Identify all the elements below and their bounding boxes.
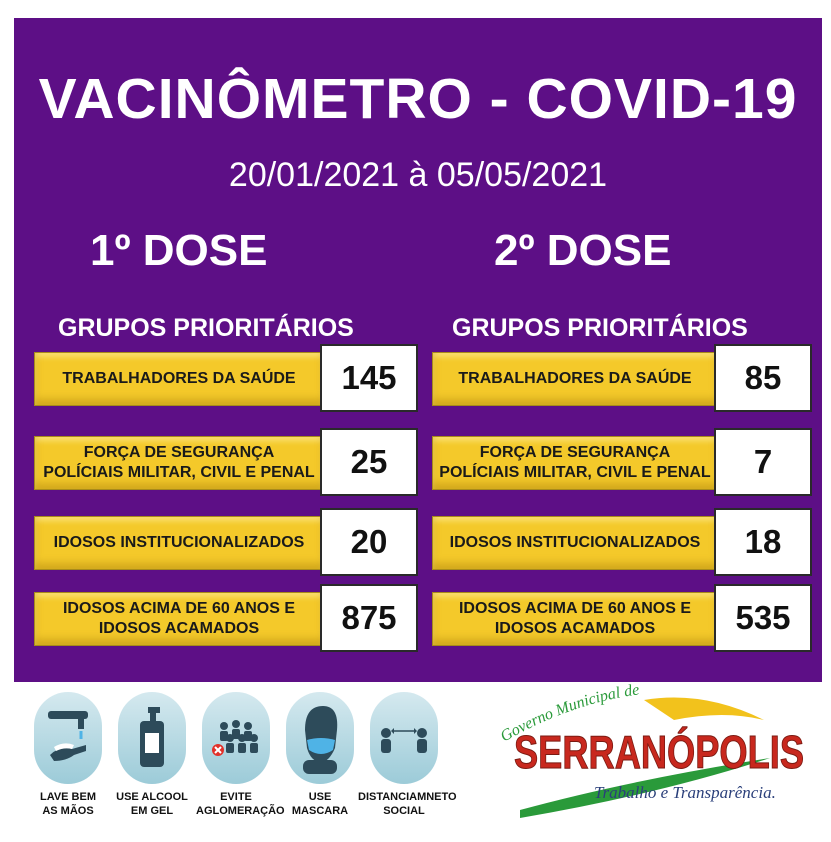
distancing-icon	[370, 692, 438, 784]
dose-2-row-institutionalized	[432, 508, 812, 578]
row-value: 145	[320, 344, 418, 412]
row-label: TRABALHADORES DA SAÚDE	[432, 352, 718, 406]
dose-1-title: 1º DOSE	[90, 226, 268, 275]
tip-label: DISTANCIAMNETO SOCIAL	[358, 791, 457, 817]
tip-alcohol-gel	[112, 692, 192, 818]
dose-2-row-security	[432, 428, 812, 498]
row-value: 25	[320, 428, 418, 496]
footer	[14, 682, 822, 832]
dose-1-groups-title: GRUPOS PRIORITÁRIOS	[58, 314, 354, 342]
tip-label: USE ALCOOL EM GEL	[116, 791, 188, 817]
crowd-icon	[202, 692, 270, 784]
dose-1-row-health	[34, 344, 420, 414]
vaccine-panel	[14, 18, 822, 682]
logo-top-text: Governo Municipal de	[497, 682, 641, 746]
tip-use-mask	[280, 692, 360, 818]
row-value: 7	[714, 428, 812, 496]
row-label: TRABALHADORES DA SAÚDE	[34, 352, 324, 406]
logo-name: SERRANÓPOLIS	[514, 726, 804, 778]
alcohol-gel-icon	[118, 692, 186, 784]
tip-label: EVITE AGLOMERAÇÃO	[196, 791, 285, 817]
mask-icon	[286, 692, 354, 784]
row-label: FORÇA DE SEGURANÇA POLÍCIAIS MILITAR, CIVIL E PENAL	[432, 436, 718, 490]
row-label: IDOSOS INSTITUCIONALIZADOS	[34, 516, 324, 570]
dose-1-row-security	[34, 428, 420, 498]
dose-2-title: 2º DOSE	[494, 226, 672, 275]
dose-1-row-elderly	[34, 584, 420, 654]
page-title: VACINÔMETRO - COVID-19	[38, 67, 798, 131]
row-value: 875	[320, 584, 418, 652]
row-label: IDOSOS ACIMA DE 60 ANOS E IDOSOS ACAMADOS	[432, 592, 718, 646]
tip-label: LAVE BEM AS MÃOS	[39, 791, 97, 817]
dose-2-row-health	[432, 344, 812, 414]
row-label: IDOSOS ACIMA DE 60 ANOS E IDOSOS ACAMADOS	[34, 592, 324, 646]
dose-2-row-elderly	[432, 584, 812, 654]
row-value: 535	[714, 584, 812, 652]
logo-slogan: Trabalho e Transparência.	[594, 783, 776, 802]
tip-avoid-crowd	[196, 692, 285, 818]
row-value: 18	[714, 508, 812, 576]
serranopolis-logo	[484, 682, 814, 822]
row-label: FORÇA DE SEGURANÇA POLÍCIAIS MILITAR, CIVIL E PENAL	[34, 436, 324, 490]
tip-distancing	[358, 692, 457, 818]
row-value: 20	[320, 508, 418, 576]
tip-hand-wash	[28, 692, 108, 818]
tip-label: USE MASCARA	[291, 791, 349, 817]
hand-wash-icon	[34, 692, 102, 784]
dose-1-row-institutionalized	[34, 508, 420, 578]
dose-2-groups-title: GRUPOS PRIORITÁRIOS	[452, 314, 748, 342]
date-range: 20/01/2021 à 05/05/2021	[228, 156, 608, 194]
row-value: 85	[714, 344, 812, 412]
row-label: IDOSOS INSTITUCIONALIZADOS	[432, 516, 718, 570]
